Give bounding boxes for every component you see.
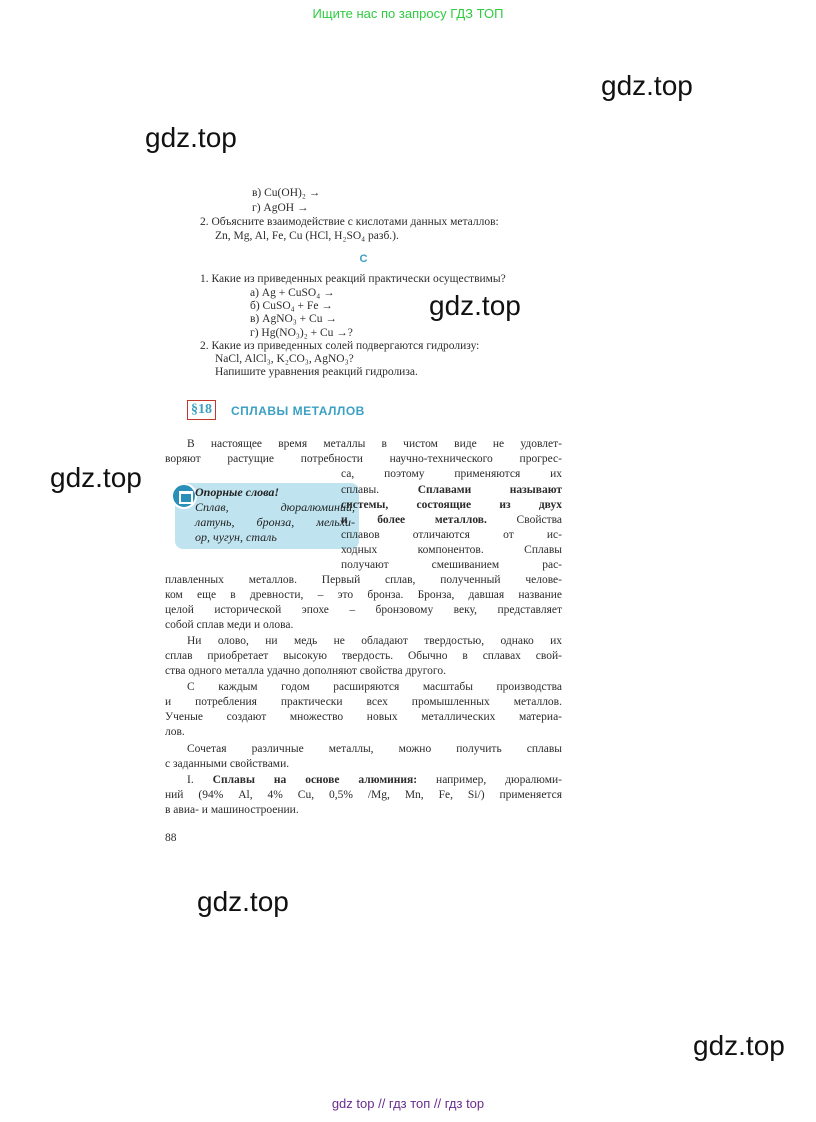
key-words-line: Сплав, дюралюминий, bbox=[195, 500, 355, 514]
paragraph-line: ний (94% Al, 4% Cu, 0,5% /Mg, Mn, Fe, Si/) применяется bbox=[165, 789, 562, 801]
paragraph-line: ком еще в древности, – это бронза. Бронза, давшая название bbox=[165, 589, 562, 601]
exercise-item: в) AgNO₃ + Cu → bbox=[250, 313, 337, 325]
watermark: gdz.top bbox=[429, 290, 521, 321]
paragraph-line: ходных компонентов. Сплавы bbox=[341, 544, 562, 556]
footer-links[interactable]: gdz top // гдз топ // гдз top bbox=[331, 1096, 485, 1111]
key-words-box bbox=[175, 483, 359, 549]
paragraph-line: сплав приобретает высокую твердость. Обычно в сплавах свой- bbox=[165, 650, 562, 662]
paragraph-line: плавленных металлов. Первый сплав, полученный челове- bbox=[165, 574, 562, 586]
paragraph-line: Сочетая различные металлы, можно получить сплавы bbox=[187, 743, 562, 755]
exercise-question: 2. Какие из приведенных солей подвергаются гидролизу: bbox=[200, 340, 480, 352]
exercise-item: а) Ag + CuSO₄ → bbox=[250, 287, 335, 299]
page-number: 88 bbox=[165, 832, 177, 844]
level-heading: C bbox=[359, 253, 368, 265]
paragraph-line: I. Сплавы на основе алюминия: например, дюралюми- bbox=[187, 774, 562, 786]
paragraph-line: в авиа- и машиностроении. bbox=[165, 804, 299, 816]
key-words-text bbox=[195, 485, 355, 545]
paragraph-line: Ни олово, ни медь не обладают твердостью, однако их bbox=[187, 635, 562, 647]
exercise-item: г) AgOH → bbox=[252, 202, 309, 214]
exercise-item: в) Cu(OH)₂ → bbox=[252, 187, 321, 199]
watermark: gdz.top bbox=[50, 462, 142, 493]
exercise-item: NaCl, AlCl₃, K₂CO₃, AgNO₃? bbox=[215, 353, 354, 365]
paragraph-line: сплавы. Сплавами называют bbox=[341, 484, 563, 496]
paragraph-line: и более металлов. Свойства bbox=[341, 514, 562, 526]
key-words-title: Опорные слова! bbox=[195, 485, 280, 499]
book-icon bbox=[171, 483, 197, 509]
paragraph-line: системы, состоящие из двух bbox=[341, 499, 562, 511]
paragraph-line: лов. bbox=[165, 726, 185, 738]
paragraph-line: ства одного металла удачно дополняют свойства другого. bbox=[165, 665, 446, 677]
paragraph-line: Ученые создают множество новых металлических материа- bbox=[165, 711, 562, 723]
exercise-question: 2. Объясните взаимодействие с кислотами данных металлов: bbox=[200, 216, 499, 228]
watermark: gdz.top bbox=[197, 886, 289, 917]
watermark: gdz.top bbox=[693, 1030, 785, 1061]
paragraph-line: и потребления практически всех промышленных металлов. bbox=[165, 696, 562, 708]
paragraph-line: С каждым годом расширяются масштабы производства bbox=[187, 681, 562, 693]
paragraph-line: с заданными свойствами. bbox=[165, 758, 290, 770]
section-number: §18 bbox=[187, 400, 216, 420]
exercise-item: г) Hg(NO₃)₂ + Cu →? bbox=[250, 327, 353, 339]
paragraph-line: В настоящее время металлы в чистом виде не удовлет- bbox=[187, 438, 562, 450]
exercise-question: Zn, Mg, Al, Fe, Cu (HCl, H₂SO₄ разб.). bbox=[215, 230, 399, 242]
exercise-question: 1. Какие из приведенных реакций практически осуществимы? bbox=[200, 273, 506, 285]
key-words-line: ор, чугун, сталь bbox=[195, 530, 277, 544]
paragraph-line: воряют растущие потребности научно-технического прогрес- bbox=[165, 453, 562, 465]
search-banner[interactable]: Ищите нас по запросу ГДЗ ТОП bbox=[312, 6, 504, 21]
section-title: СПЛАВЫ МЕТАЛЛОВ bbox=[231, 404, 365, 418]
paragraph-line: получают смешиванием рас- bbox=[341, 559, 562, 571]
watermark: gdz.top bbox=[145, 122, 237, 153]
exercise-item: б) CuSO₄ + Fe → bbox=[250, 300, 333, 312]
paragraph-line: сплавов отличаются от ис- bbox=[341, 529, 562, 541]
exercise-item: Напишите уравнения реакций гидролиза. bbox=[215, 366, 418, 378]
paragraph-line: са, поэтому применяются их bbox=[341, 468, 562, 480]
watermark: gdz.top bbox=[601, 70, 693, 101]
key-words-line: латунь, бронза, мельхи- bbox=[195, 515, 355, 529]
paragraph-line: собой сплав меди и олова. bbox=[165, 619, 294, 631]
paragraph-line: целой исторической эпохе – бронзовому веку, представляет bbox=[165, 604, 562, 616]
